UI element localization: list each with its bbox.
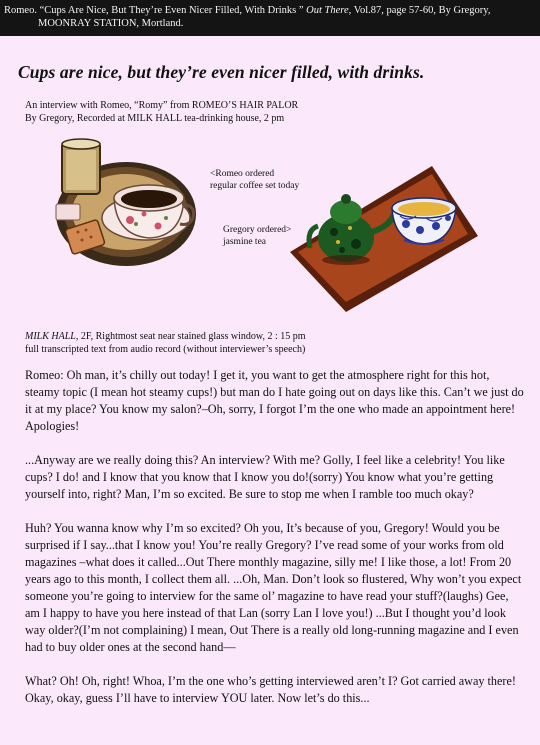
byline	[25, 99, 445, 125]
citation-line-1: Romeo. “Cups Are Nice, But They’re Even Nicer Filled, With Drinks ” Out There, Vol.87, page 57-60, By Gregory,	[4, 5, 491, 16]
location-line-1: MILK HALL, 2F, Rightmost seat near stained glass window, 2 : 15 pm	[25, 331, 306, 342]
cups-illustration	[54, 132, 524, 312]
citation-header	[0, 0, 540, 36]
article-title: Cups are nice, but they’re even nicer filled, with drinks.	[18, 62, 425, 82]
coffee-set-image	[56, 139, 196, 266]
byline-recorder: By Gregory, Recorded at MILK HALL tea-drinking house, 2 pm	[25, 113, 285, 124]
location-line-2: full transcripted text from audio record (without interviewer’s speech)	[25, 344, 306, 355]
interview-transcript	[25, 367, 525, 724]
recording-location	[25, 330, 525, 356]
transcript-paragraph: Huh? You wanna know why I’m so excited? Oh you, It’s because of you, Gregory! Would you be surprised if I say...that I know you! You’re really Gregory? I’ve read some of your works from old magazines –what does it called...Out There monthly magazine, silly me! I like those, a lot! From 20 years ago to this month, I collect them all. ...Oh, Man. Don’t look so flustered, Why won’t you expect someone you’re going to interview for the same ol’ magazine to have read your stuff?(laughs) Gee, am I happy to have you here instead of that Lan (sorry Lan I love you!) ...But I thought you’d look way older?(I’m not complaining) I mean, Out There is a really old long-running magazine and I even had to buy older ones at the second hand—	[25, 521, 522, 654]
caption-gregory-order: Gregory ordered> jasmine tea	[223, 225, 292, 247]
citation-line-2: MOONRAY STATION, Mortland.	[38, 18, 184, 29]
tea-set-image	[290, 166, 478, 312]
caption-romeo-order: <Romeo ordered regular coffee set today	[210, 169, 300, 191]
byline-interviewee: An interview with Romeo, “Romy” from ROMEO’S HAIR PALOR	[25, 100, 299, 111]
transcript-paragraph: ...Anyway are we really doing this? An interview? With me? Golly, I feel like a celebrity! You like cups? I do! and I know that you know that I know you do!(sorry) You know what you’re getting yourself into, right? Man, I’m so excited. Be sure to stop me when I ramble too much okay?	[25, 453, 505, 501]
transcript-paragraph: What? Oh! Oh, right! Whoa, I’m the one who’s getting interviewed aren’t I? Got carried away there! Okay, okay, guess I’ll have to interview YOU later. Now let’s do this...	[25, 674, 516, 705]
transcript-paragraph: Romeo: Oh man, it’s chilly out today! I get it, you want to get the atmosphere right for this hot, steamy topic (I mean hot steamy cups!) but man do I hate going out on days like this. Can’t we just do it at my place? You know my salon?–Oh, sorry, I forgot I’m the one who made an appointment here! Apologies!	[25, 368, 524, 433]
